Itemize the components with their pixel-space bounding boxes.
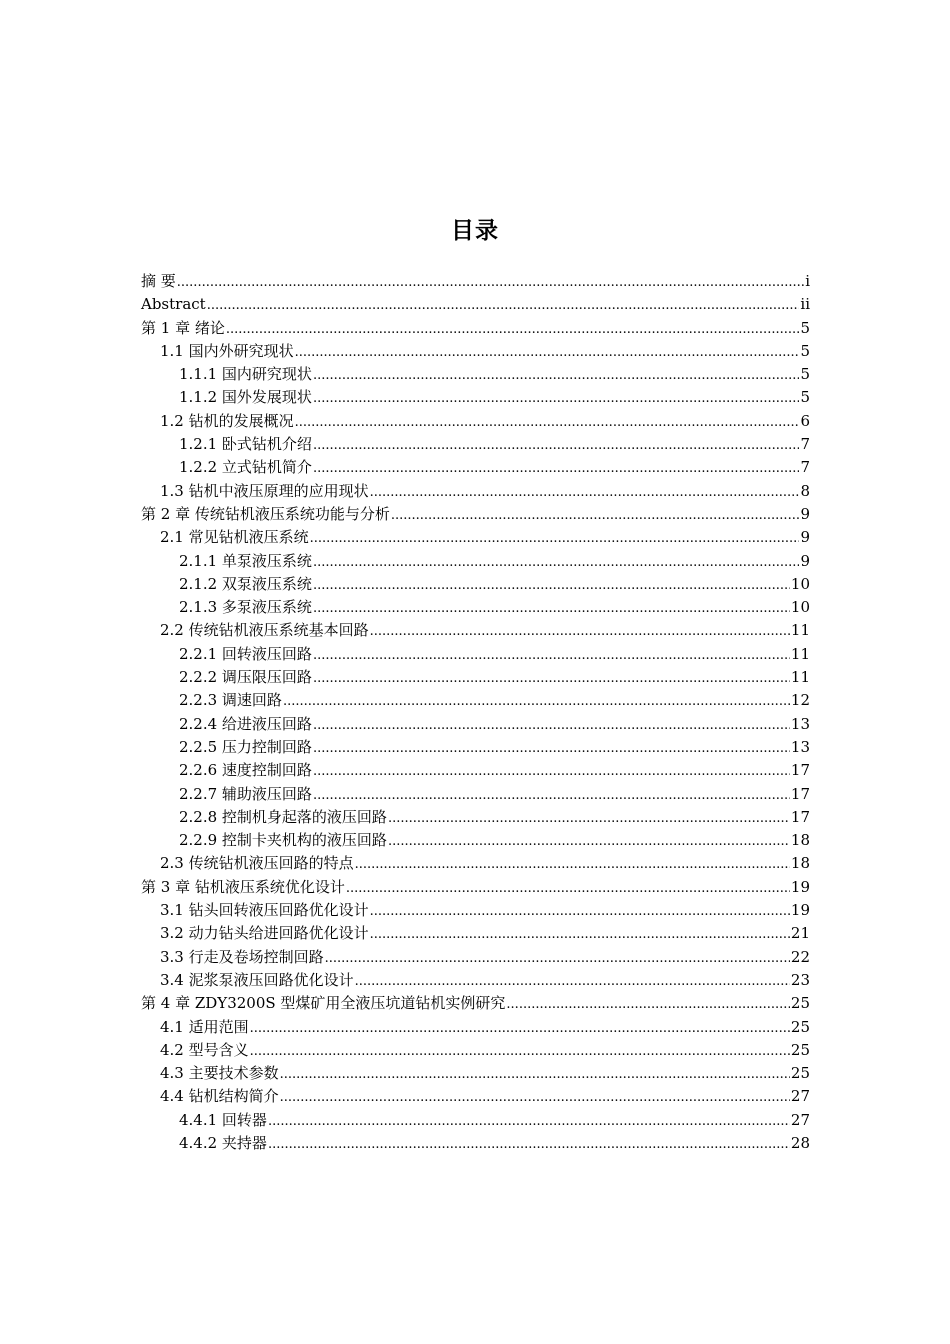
toc-entry-page-number: 10 <box>790 598 810 617</box>
toc-dot-leader <box>313 433 800 457</box>
toc-dot-leader <box>313 713 790 737</box>
toc-entry[interactable] <box>141 433 810 456</box>
toc-entry-page-number: 11 <box>790 621 810 640</box>
toc-title: 目录 <box>451 218 499 244</box>
toc-entry[interactable] <box>141 922 810 945</box>
toc-entry-page-number: 6 <box>800 411 810 430</box>
toc-dot-leader <box>207 293 800 317</box>
toc-entry-page-number: 9 <box>800 551 810 570</box>
toc-entry-page-number: 22 <box>790 947 810 966</box>
toc-dot-leader <box>295 410 800 434</box>
toc-entry-label: 2.1.1 单泵液压系统 <box>179 551 312 570</box>
toc-entry[interactable] <box>141 689 810 712</box>
toc-entry[interactable] <box>141 410 810 433</box>
toc-dot-leader <box>391 503 800 527</box>
toc-entry-label: 4.4 钻机结构简介 <box>160 1087 279 1106</box>
toc-dot-leader <box>310 526 800 550</box>
toc-entry[interactable] <box>141 643 810 666</box>
toc-dot-leader <box>313 759 790 783</box>
toc-entry[interactable] <box>141 1016 810 1039</box>
toc-entry-label: 2.3 传统钻机液压回路的特点 <box>160 854 354 873</box>
toc-dot-leader <box>313 643 790 667</box>
toc-dot-leader <box>280 1062 790 1086</box>
toc-dot-leader <box>370 922 790 946</box>
toc-entry-page-number: 10 <box>790 574 810 593</box>
toc-entry[interactable] <box>141 619 810 642</box>
toc-entry-label: 第 1 章 绪论 <box>141 318 225 337</box>
toc-entry[interactable] <box>141 573 810 596</box>
toc-list <box>141 270 810 1155</box>
toc-entry[interactable] <box>141 456 810 479</box>
toc-entry-page-number: 25 <box>790 1064 810 1083</box>
toc-entry-page-number: 25 <box>790 1017 810 1036</box>
toc-entry-page-number: 9 <box>800 504 810 523</box>
toc-entry-label: 1.2.1 卧式钻机介绍 <box>179 435 312 454</box>
toc-entry-label: 第 2 章 传统钻机液压系统功能与分析 <box>141 504 390 523</box>
toc-entry-page-number: 18 <box>790 854 810 873</box>
toc-dot-leader <box>313 550 800 574</box>
toc-entry[interactable] <box>141 1109 810 1132</box>
toc-entry-label: 2.1 常见钻机液压系统 <box>160 528 309 547</box>
toc-dot-leader <box>346 876 790 900</box>
toc-dot-leader <box>250 1039 790 1063</box>
toc-entry-label: 第 3 章 钻机液压系统优化设计 <box>141 877 345 896</box>
toc-entry[interactable] <box>141 1039 810 1062</box>
toc-entry-page-number: i <box>805 272 810 290</box>
toc-entry-page-number: 5 <box>800 365 810 384</box>
toc-entry-label: Abstract <box>141 295 206 314</box>
toc-entry-label: 2.2.1 回转液压回路 <box>179 644 312 663</box>
toc-dot-leader <box>313 386 800 410</box>
toc-entry[interactable] <box>141 713 810 736</box>
toc-entry[interactable] <box>141 1085 810 1108</box>
toc-entry-label: 4.2 型号含义 <box>160 1040 249 1059</box>
toc-entry-label: 2.2.2 调压限压回路 <box>179 668 312 687</box>
toc-dot-leader <box>313 596 790 620</box>
toc-entry[interactable] <box>141 503 810 526</box>
toc-entry[interactable] <box>141 1062 810 1085</box>
toc-entry-page-number: 23 <box>790 970 810 989</box>
toc-entry-label: 1.1.1 国内研究现状 <box>179 365 312 384</box>
toc-entry[interactable] <box>141 899 810 922</box>
toc-entry[interactable] <box>141 1132 810 1155</box>
toc-entry-page-number: 7 <box>800 435 810 454</box>
toc-entry-page-number: 12 <box>790 691 810 710</box>
toc-entry[interactable] <box>141 293 810 316</box>
toc-entry-label: 1.1 国内外研究现状 <box>160 341 294 360</box>
toc-dot-leader <box>280 1085 790 1109</box>
toc-entry[interactable] <box>141 852 810 875</box>
toc-dot-leader <box>355 852 790 876</box>
toc-entry[interactable] <box>141 363 810 386</box>
toc-dot-leader <box>325 946 790 970</box>
toc-dot-leader <box>370 899 790 923</box>
toc-dot-leader <box>355 969 790 993</box>
toc-entry[interactable] <box>141 596 810 619</box>
toc-entry-label: 2.2.5 压力控制回路 <box>179 737 312 756</box>
toc-entry-label: 2.2.8 控制机身起落的液压回路 <box>179 807 387 826</box>
toc-entry-label: 2.1.2 双泵液压系统 <box>179 574 312 593</box>
toc-entry-label: 1.1.2 国外发展现状 <box>179 388 312 407</box>
toc-entry-label: 4.4.1 回转器 <box>179 1110 267 1129</box>
toc-entry-page-number: 17 <box>790 807 810 826</box>
toc-dot-leader <box>370 619 790 643</box>
toc-entry-label: 3.3 行走及卷场控制回路 <box>160 947 324 966</box>
toc-dot-leader <box>177 270 804 294</box>
toc-dot-leader <box>313 573 790 597</box>
toc-entry-label: 1.2.2 立式钻机简介 <box>179 458 312 477</box>
toc-dot-leader <box>313 736 790 760</box>
toc-dot-leader <box>283 689 790 713</box>
toc-entry[interactable] <box>141 317 810 340</box>
toc-dot-leader <box>250 1016 790 1040</box>
toc-entry-page-number: 19 <box>790 877 810 896</box>
toc-entry[interactable] <box>141 480 810 503</box>
toc-dot-leader <box>313 666 790 690</box>
toc-entry[interactable] <box>141 736 810 759</box>
toc-entry[interactable] <box>141 550 810 573</box>
toc-entry[interactable] <box>141 526 810 549</box>
toc-entry[interactable] <box>141 666 810 689</box>
toc-entry-page-number: 11 <box>790 668 810 687</box>
toc-entry-page-number: 5 <box>800 318 810 337</box>
toc-entry-page-number: 18 <box>790 831 810 850</box>
toc-entry-label: 2.2.4 给进液压回路 <box>179 714 312 733</box>
toc-entry[interactable] <box>141 992 810 1015</box>
toc-entry-label: 摘 要 <box>141 272 176 290</box>
toc-entry[interactable] <box>141 386 810 409</box>
toc-entry-label: 4.4.2 夹持器 <box>179 1133 267 1152</box>
toc-dot-leader <box>295 340 800 364</box>
toc-entry[interactable] <box>141 270 810 293</box>
toc-entry[interactable] <box>141 946 810 969</box>
toc-entry-label: 1.3 钻机中液压原理的应用现状 <box>160 481 369 500</box>
toc-entry-page-number: 8 <box>800 481 810 500</box>
toc-dot-leader <box>370 480 800 504</box>
toc-entry-label: 4.1 适用范围 <box>160 1017 249 1036</box>
toc-entry[interactable] <box>141 340 810 363</box>
toc-entry[interactable] <box>141 829 810 852</box>
toc-entry-label: 2.1.3 多泵液压系统 <box>179 598 312 617</box>
toc-dot-leader <box>313 363 800 387</box>
toc-entry-page-number: 9 <box>800 528 810 547</box>
toc-entry-page-number: 13 <box>790 737 810 756</box>
toc-entry-label: 2.2.6 速度控制回路 <box>179 761 312 780</box>
toc-entry-label: 第 4 章 ZDY3200S 型煤矿用全液压坑道钻机实例研究 <box>141 994 506 1013</box>
toc-entry-page-number: 27 <box>790 1110 810 1129</box>
toc-dot-leader <box>388 829 790 853</box>
toc-entry-label: 1.2 钻机的发展概况 <box>160 411 294 430</box>
toc-entry-page-number: 5 <box>800 388 810 407</box>
toc-entry-label: 3.1 钻头回转液压回路优化设计 <box>160 901 369 920</box>
toc-entry-page-number: 7 <box>800 458 810 477</box>
toc-dot-leader <box>388 806 790 830</box>
toc-entry-label: 3.2 动力钻头给进回路优化设计 <box>160 924 369 943</box>
toc-entry-page-number: 13 <box>790 714 810 733</box>
toc-entry-page-number: 25 <box>790 994 810 1013</box>
toc-entry-page-number: 27 <box>790 1087 810 1106</box>
toc-entry[interactable] <box>141 783 810 806</box>
toc-entry-label: 4.3 主要技术参数 <box>160 1064 279 1083</box>
toc-entry-page-number: 11 <box>790 644 810 663</box>
toc-entry-page-number: 17 <box>790 761 810 780</box>
toc-entry-label: 2.2.3 调速回路 <box>179 691 282 710</box>
toc-entry[interactable] <box>141 759 810 782</box>
toc-dot-leader <box>268 1109 790 1133</box>
toc-entry-page-number: 25 <box>790 1040 810 1059</box>
toc-entry-page-number: 21 <box>790 924 810 943</box>
toc-entry-page-number: 28 <box>790 1133 810 1152</box>
toc-entry-page-number: ii <box>800 295 810 314</box>
toc-dot-leader <box>506 992 789 1016</box>
toc-dot-leader <box>226 317 800 341</box>
toc-dot-leader <box>268 1132 790 1156</box>
toc-entry-label: 2.2 传统钻机液压系统基本回路 <box>160 621 369 640</box>
toc-entry[interactable] <box>141 876 810 899</box>
toc-entry-page-number: 17 <box>790 784 810 803</box>
toc-dot-leader <box>313 456 800 480</box>
toc-entry-label: 3.4 泥浆泵液压回路优化设计 <box>160 970 354 989</box>
toc-entry-label: 2.2.7 辅助液压回路 <box>179 784 312 803</box>
toc-dot-leader <box>313 783 790 807</box>
toc-entry[interactable] <box>141 969 810 992</box>
toc-entry-page-number: 5 <box>800 341 810 360</box>
toc-entry-label: 2.2.9 控制卡夹机构的液压回路 <box>179 831 387 850</box>
toc-entry-page-number: 19 <box>790 901 810 920</box>
toc-entry[interactable] <box>141 806 810 829</box>
